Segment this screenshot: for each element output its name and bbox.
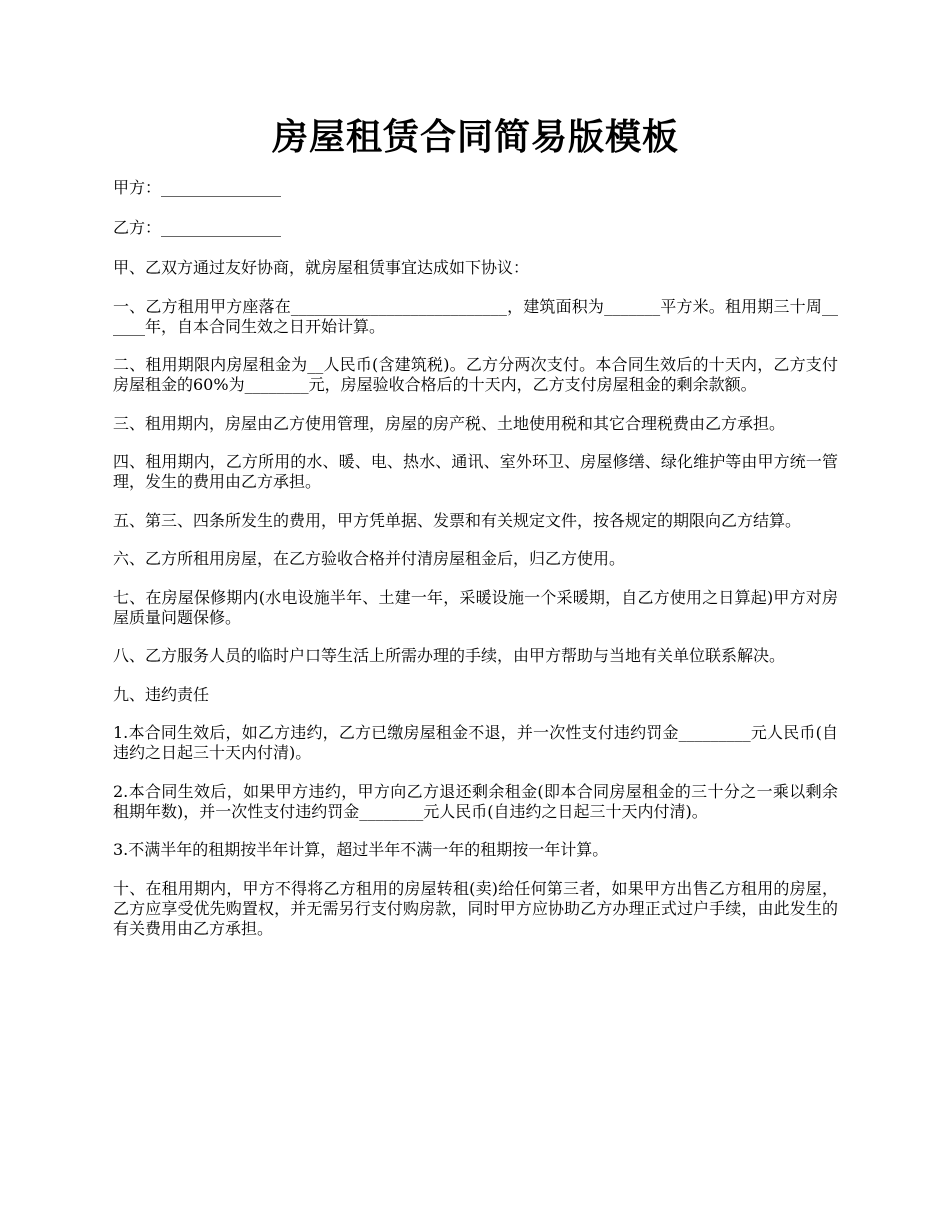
clause-3: 三、租用期内，房屋由乙方使用管理，房屋的房产税、土地使用税和其它合理税费由乙方承担。 xyxy=(113,413,786,433)
clause-1: 一、乙方租用甲方座落在___________________________，建筑面积为_______平方米。租用期三十周______年，自本合同生效之日开始计算。 xyxy=(113,296,838,336)
document-body xyxy=(113,178,838,939)
party-a-line: 甲方：_______________ xyxy=(113,178,282,197)
clause-2: 二、租用期限内房屋租金为__人民币(含建筑税)。乙方分两次支付。本合同生效后的十天内，乙方支付房屋租金的60%为________元，房屋验收合格后的十天内，乙方支付房屋租金的剩余款额。 xyxy=(113,355,838,394)
clause-9-heading: 九、违约责任 xyxy=(113,684,210,704)
party-b-line: 乙方：_______________ xyxy=(113,218,282,237)
clause-7: 七、在房屋保修期内(水电设施半年、土建一年，采暖设施一个采暖期，自乙方使用之日算起)甲方对房屋质量问题保修。 xyxy=(113,587,838,627)
clause-9-item-2: 2.本合同生效后，如果甲方违约，甲方向乙方退还剩余租金(即本合同房屋租金的三十分之一乘以剩余租期年数)，并一次性支付违约罚金________元人民币(自违约之日起三十天内付清)。 xyxy=(113,781,838,821)
clause-6: 六、乙方所租用房屋，在乙方验收合格并付清房屋租金后，归乙方使用。 xyxy=(113,549,626,568)
clause-9-item-1: 1.本合同生效后，如乙方违约，乙方已缴房屋租金不退，并一次性支付违约罚金_________元人民币(自违约之日起三十天内付清)。 xyxy=(113,723,838,762)
clause-8: 八、乙方服务人员的临时户口等生活上所需办理的手续，由甲方帮助与当地有关单位联系解决。 xyxy=(113,646,786,665)
clause-4: 四、租用期内，乙方所用的水、暖、电、热水、通讯、室外环卫、房屋修缮、绿化维护等由甲方统一管理，发生的费用由乙方承担。 xyxy=(113,452,838,491)
clause-9-item-3: 3.不满半年的租期按半年计算，超过半年不满一年的租期按一年计算。 xyxy=(113,840,609,859)
document-title: 房屋租赁合同简易版模板 xyxy=(271,116,679,158)
agreement-intro: 甲、乙双方通过友好协商，就房屋租赁事宜达成如下协议： xyxy=(113,258,530,277)
clause-5: 五、第三、四条所发生的费用，甲方凭单据、发票和有关规定文件，按各规定的期限向乙方结算。 xyxy=(113,510,802,530)
clause-10: 十、在租用期内，甲方不得将乙方租用的房屋转租(卖)给任何第三者，如果甲方出售乙方租用的房屋，乙方应享受优先购置权，并无需另行支付购房款，同时甲方应协助乙方办理正式过户手续，由此发生的有关费用由乙方承担。 xyxy=(113,878,838,938)
